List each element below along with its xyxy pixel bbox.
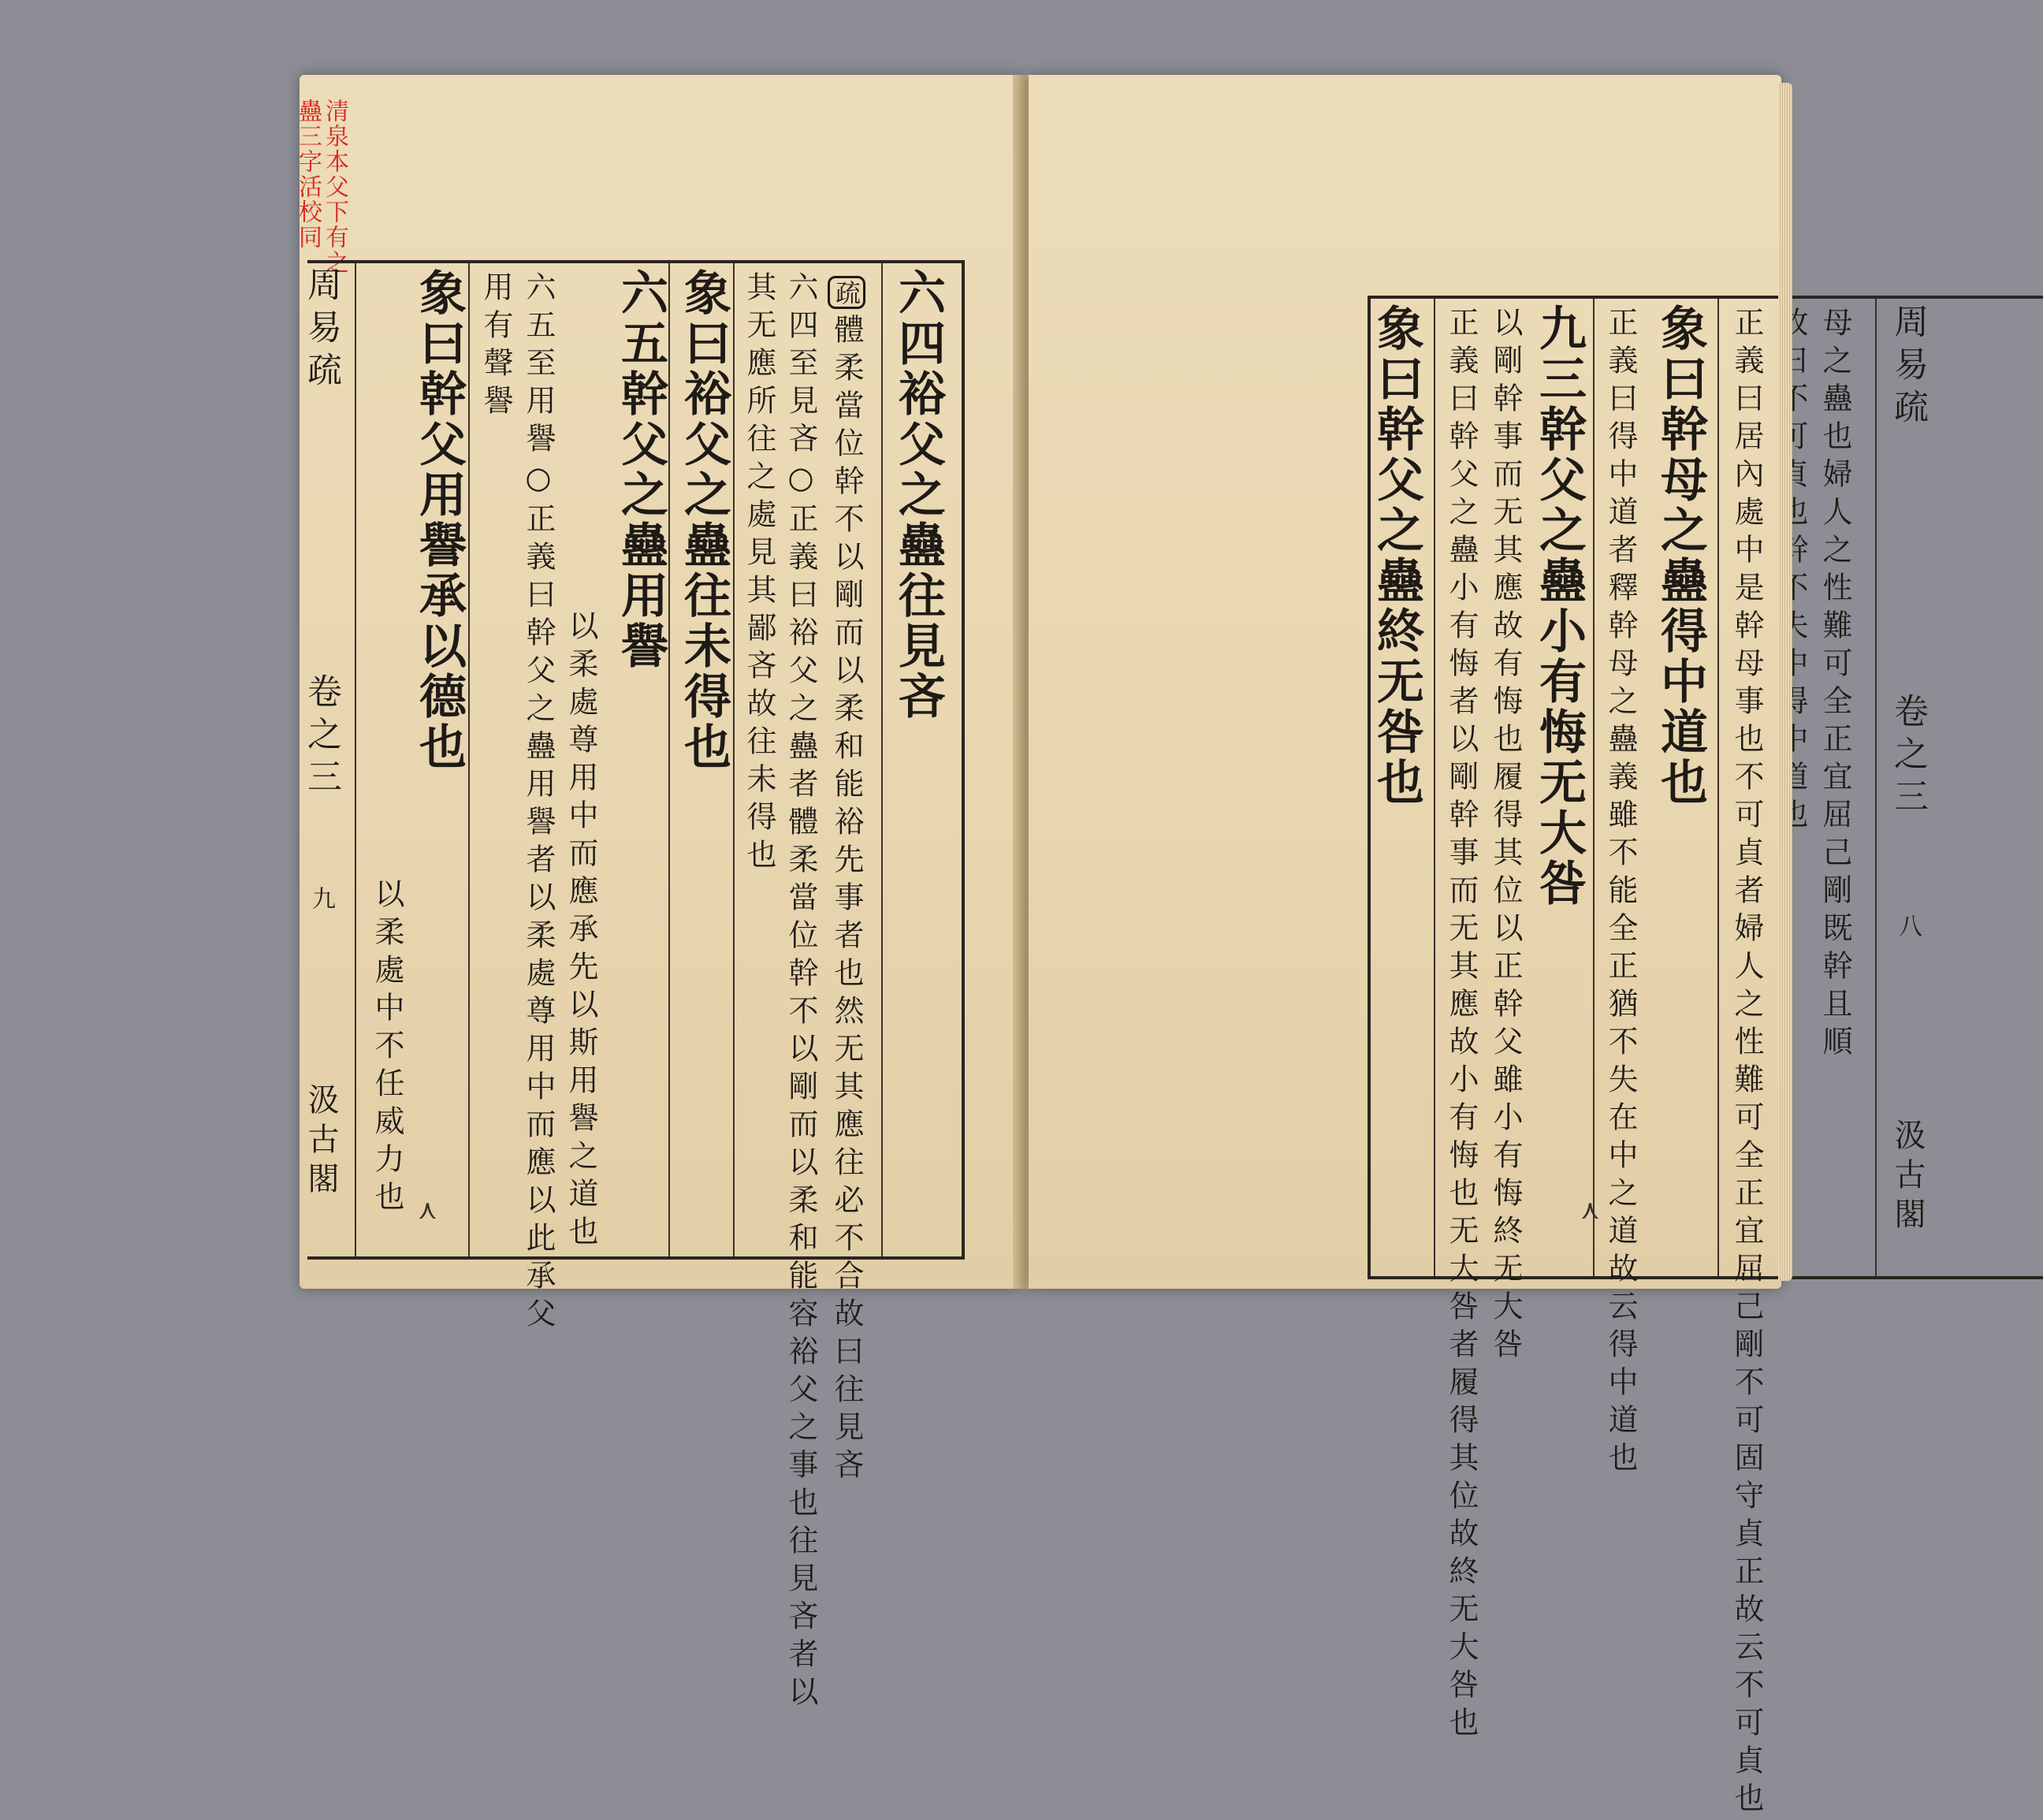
red-margin-note-1: 清泉本父下有之 <box>321 99 348 275</box>
col-big-xiang-3: 象曰幹母之蠱得中道也 <box>1653 303 1708 808</box>
right-title-4: 汲古閣 <box>1889 1118 1926 1237</box>
right-title-3: 八 <box>1894 914 1922 945</box>
col-big-xiang-4: 象曰幹父之蠱終无咎也 <box>1369 303 1424 808</box>
left-title-3: 九 <box>307 886 335 917</box>
col-sm-6: 用有聲譽 <box>478 271 513 422</box>
right-title-2: 卷之三 <box>1888 693 1928 821</box>
left-text-frame <box>301 260 965 1714</box>
left-title-1: 周易疏 <box>301 266 341 394</box>
fold-mark-right: ⋏ <box>1580 1194 1600 1226</box>
left-title-4: 汲古閣 <box>303 1083 339 1201</box>
right-page <box>1029 75 1928 1820</box>
col-sm-1: 疏體柔當位幹不以剛而以柔和能裕先事者也然无其應往必不合故曰往見吝 <box>828 271 865 1487</box>
col-sm-3: 其无應所往之處見其鄙吝故往未得也 <box>742 271 776 877</box>
right-text-frame <box>1368 296 2043 1820</box>
col-sm-4: 以柔處尊用中而應承先以斯用譽之道也 <box>564 610 598 1253</box>
col-sm-r3: 正義曰居內處中是幹母事也不可貞者婦人之性難可全正宜屈己剛不可固守貞正故云不可貞也 <box>1729 307 1764 1820</box>
fold-mark-left: ⋏ <box>418 1194 437 1226</box>
col-big-liusi: 六四裕父之蠱往見吝 <box>891 268 946 722</box>
left-page <box>294 75 1021 1714</box>
open-book <box>294 75 1928 1820</box>
left-title-2: 卷之三 <box>301 673 341 801</box>
col-sm-r1: 母之蠱也婦人之性難可全正宜屈己剛既幹且順 <box>1818 307 1852 1063</box>
page-edges <box>1778 83 1792 1281</box>
col-sm-r5: 以剛幹事而无其應故有悔也履得其位以正幹父雖小有悔終无大咎 <box>1488 307 1523 1366</box>
col-big-liuwu: 六五幹父之蠱用譽 <box>613 268 668 672</box>
shu-tag: 疏 <box>828 276 865 309</box>
right-title-1: 周易疏 <box>1888 303 1928 431</box>
col-sm-r4: 正義曰得中道者釋幹母之蠱義雖不能全正猶不失在中之道故云得中道也 <box>1603 307 1638 1479</box>
col-sm-2: 六四至見吝○正義曰裕父之蠱者體柔當位幹不以剛而以柔和能容裕父之事也往見吝者以 <box>783 271 818 1714</box>
col-big-xiang-1: 象曰裕父之蠱往未得也 <box>676 268 731 772</box>
col-big-xiang-2: 象曰幹父用譽承以德也 <box>411 268 467 772</box>
col-big-jiusan: 九三幹父之蠱小有悔无大咎 <box>1531 303 1587 909</box>
col-sm-7: 以柔處中不任威力也 <box>370 878 404 1219</box>
col-sm-5: 六五至用譽○正義曰幹父之蠱用譽者以柔處尊用中而應以此承父 <box>521 271 556 1335</box>
col-sm-r6: 正義曰幹父之蠱小有悔者以剛幹事而无其應故小有悔也无大咎者履得其位故終无大咎也 <box>1444 307 1479 1744</box>
red-margin-note-2: 蠱三字活校同 <box>294 99 322 250</box>
